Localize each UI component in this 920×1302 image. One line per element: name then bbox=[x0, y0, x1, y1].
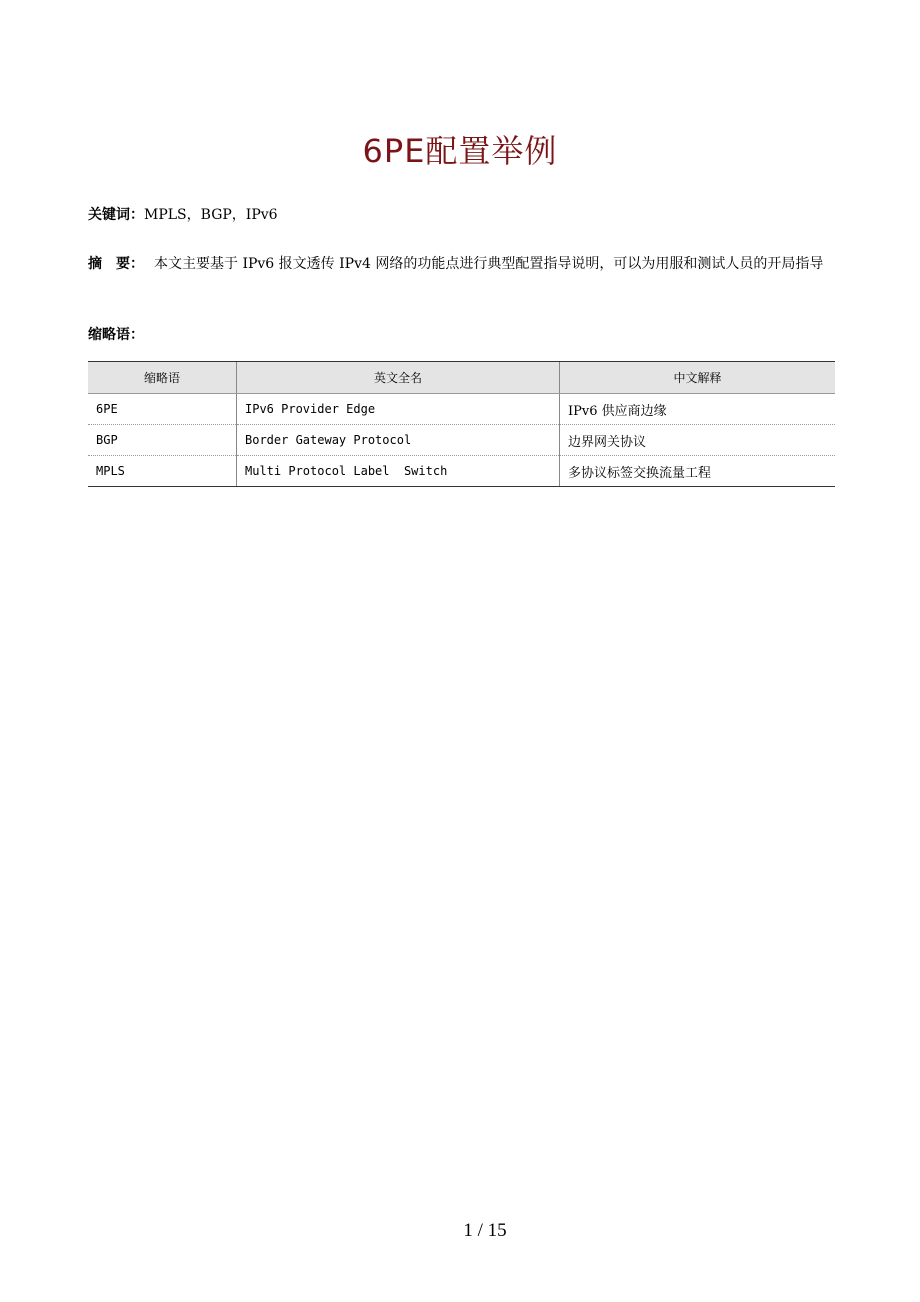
keywords-value: MPLS，BGP，IPv6 bbox=[144, 207, 278, 223]
abstract-text: 本文主要基于 IPv6 报文透传 IPv4 网络的功能点进行典型配置指导说明，可以为用服和测试人员的开局指导 bbox=[154, 256, 824, 272]
abbreviations-heading: 缩略语： bbox=[88, 327, 144, 343]
page-number: 1 / 15 bbox=[463, 1220, 507, 1241]
table-cell-full-name: IPv6 Provider Edge bbox=[237, 394, 560, 425]
keywords-line bbox=[88, 205, 278, 225]
table-cell-chinese: IPv6 供应商边缘 bbox=[560, 394, 836, 425]
table-cell-full-name: Multi Protocol Label Switch bbox=[237, 456, 560, 487]
table-cell-abbr: 6PE bbox=[88, 394, 237, 425]
keywords-label: 关键词： bbox=[88, 207, 144, 223]
table-header-row bbox=[88, 362, 835, 394]
table-cell-chinese: 多协议标签交换流量工程 bbox=[560, 456, 836, 487]
table-cell-full-name: Border Gateway Protocol bbox=[237, 425, 560, 456]
table-cell-chinese: 边界网关协议 bbox=[560, 425, 836, 456]
table-cell-abbr: BGP bbox=[88, 425, 237, 456]
table-row bbox=[88, 456, 835, 487]
table-row bbox=[88, 425, 835, 456]
table-header-full-name: 英文全名 bbox=[237, 362, 560, 394]
abstract bbox=[88, 249, 838, 279]
page-title: 6PE配置举例 bbox=[362, 132, 558, 170]
table-row bbox=[88, 394, 835, 425]
table-header-abbr: 缩略语 bbox=[88, 362, 237, 394]
table-header-chinese: 中文解释 bbox=[560, 362, 836, 394]
abstract-label: 摘 要： bbox=[88, 256, 144, 272]
abbreviations-table bbox=[88, 361, 835, 487]
table-cell-abbr: MPLS bbox=[88, 456, 237, 487]
